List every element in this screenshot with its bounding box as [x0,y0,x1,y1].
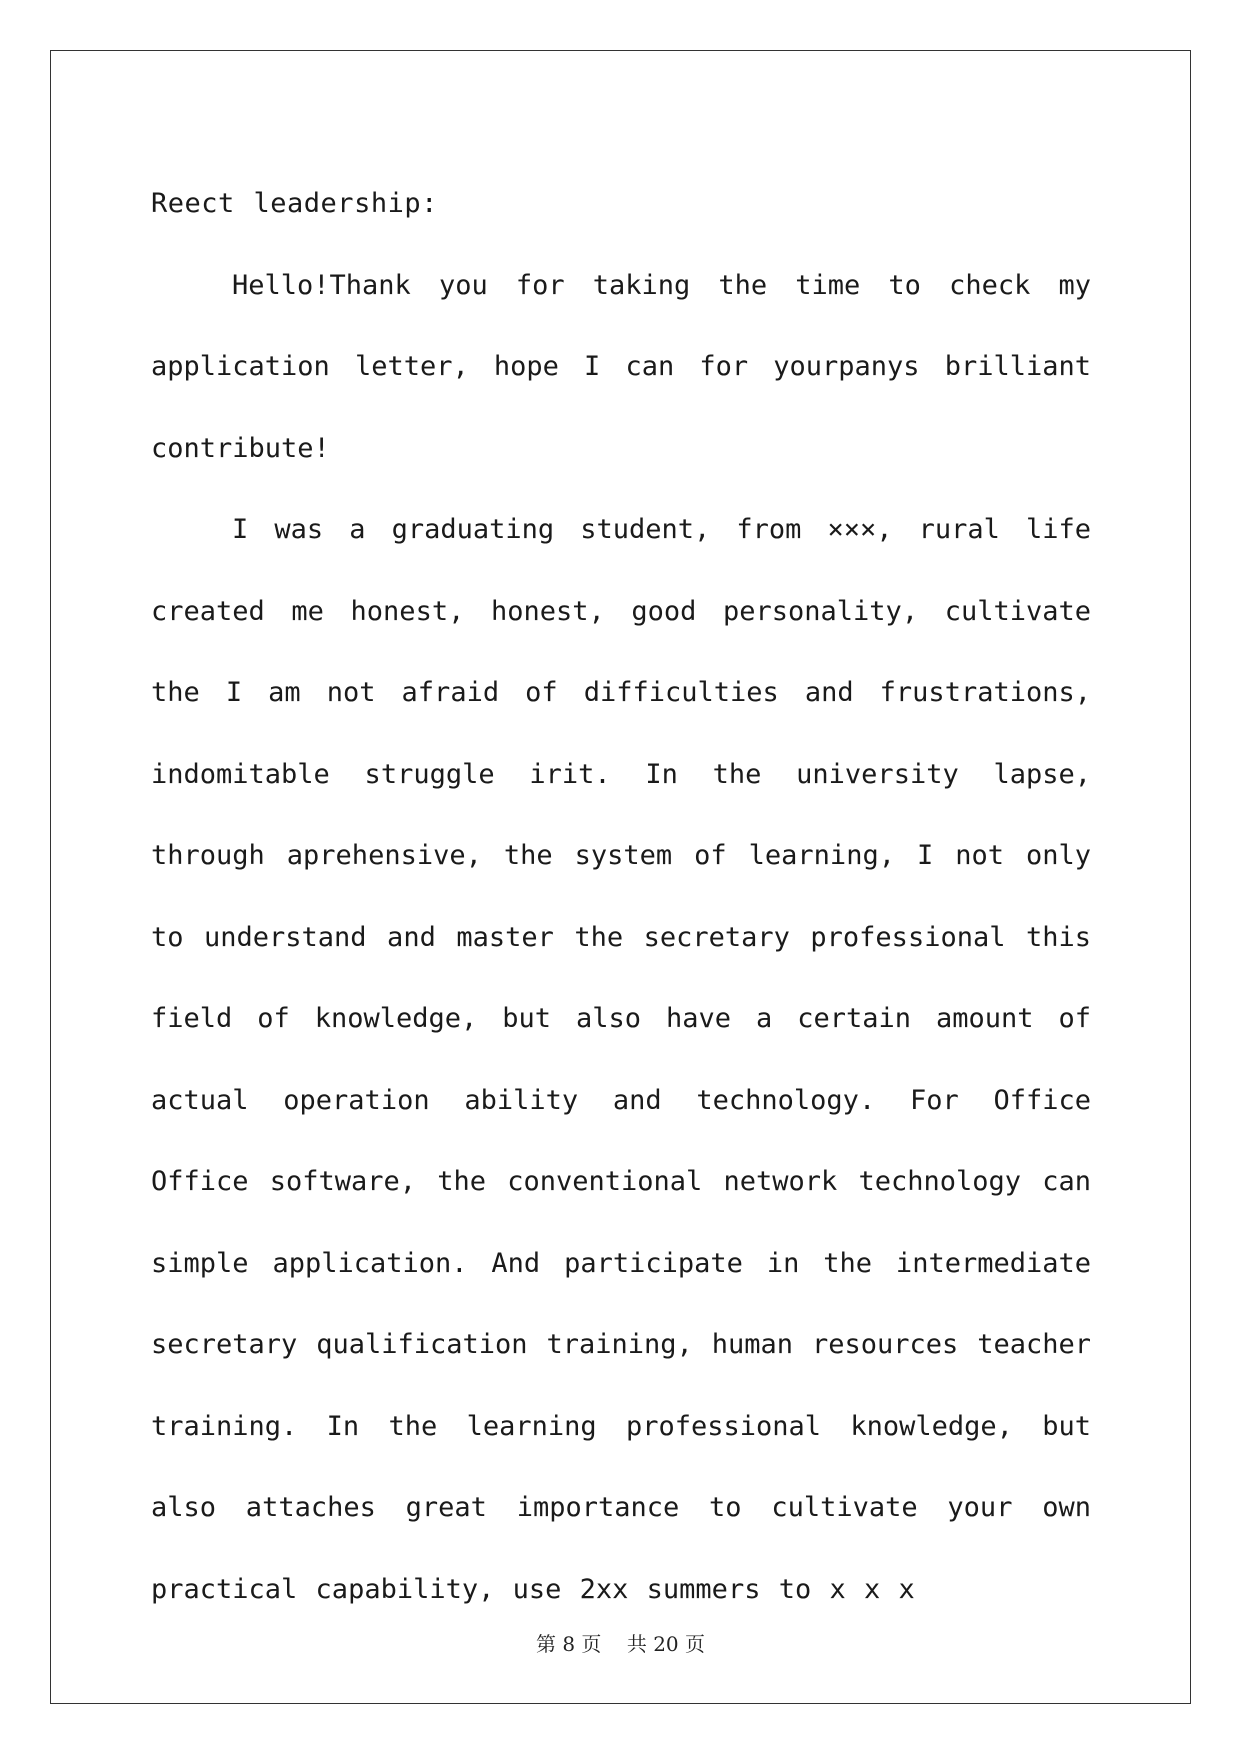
paragraph-2: I was a graduating student, from ×××, rural life created me honest, honest, good personality, cultivate the I am not afraid of difficulties and frustrations, indomitable struggle irit. In the university lapse, through aprehensive, the system of learning, I not only to understand and master the secretary professional this field of knowledge, but also have a certain amount of actual operation ability and technology. For Office Office software, the conventional network technology can simple application. And participate in the intermediate secretary qualification training, human resources teacher training. In the learning professional knowledge, but also attaches great importance to cultivate your own practical capability, use 2xx summers to x x x [151,514,1091,1605]
document-body [151,163,1091,1630]
paragraph-1: Hello!Thank you for taking the time to check my application letter, hope I can for yourpanys brilliant contribute! [151,269,1091,464]
salutation: Reect leadership: [151,188,438,219]
page-number-footer: 第 8 页 共 20 页 [535,1632,706,1656]
